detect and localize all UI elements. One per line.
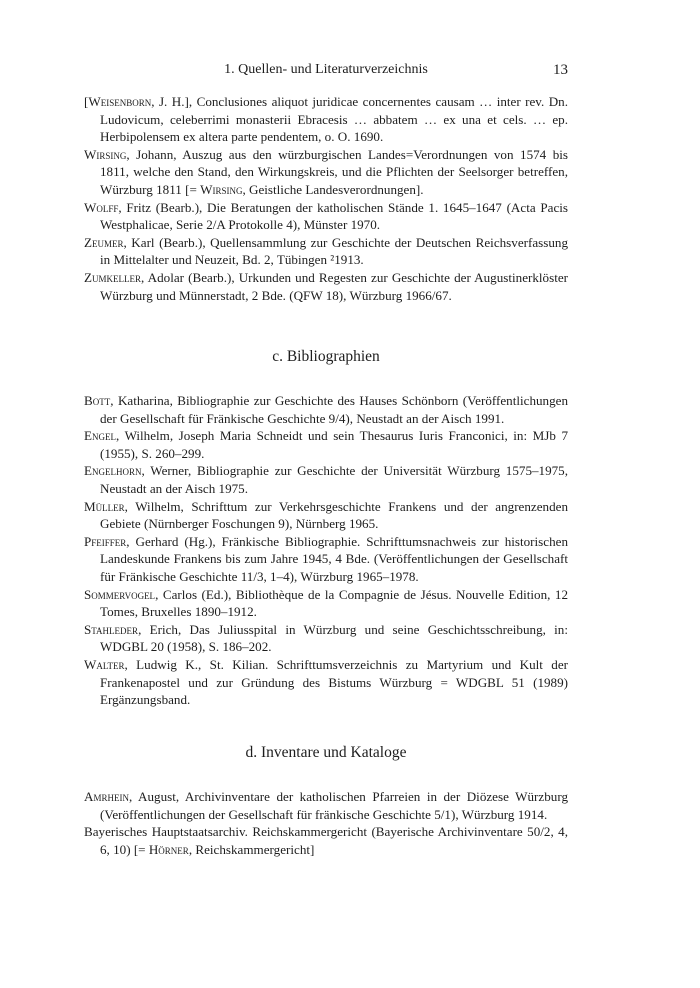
bib-entry bbox=[84, 392, 568, 427]
page-header bbox=[84, 62, 568, 82]
entry-text: , Adolar (Bearb.), Urkunden und Regesten zur Geschichte der Augustinerklöster Würzburg und Münnerstadt, 2 Bde. (QFW 18), Würzburg 1966/67. bbox=[100, 269, 568, 303]
section-b-list bbox=[84, 93, 568, 304]
entry-text-tail: , Geistliche Landesverordnungen]. bbox=[242, 181, 424, 197]
entry-text: , Fritz (Bearb.), Die Beratungen der katholischen Stände 1. 1645–1647 (Acta Pacis Westphalicae, Serie 2/A Protokolle 4), Münster 1970. bbox=[100, 199, 568, 233]
entry-text-tail: , Reichskammergericht] bbox=[188, 841, 315, 857]
entry-text: , Werner, Bibliographie zur Geschichte der Universität Würzburg 1575–1975, Neustadt an der Aisch 1975. bbox=[100, 463, 568, 496]
bib-entry bbox=[84, 269, 568, 304]
entry-author: [Weisenborn, J. H.] bbox=[84, 94, 189, 109]
entry-author: Bott bbox=[84, 393, 111, 408]
entry-author: Wolff bbox=[84, 199, 119, 215]
entry-author: Pfeiffer bbox=[84, 533, 127, 549]
running-head: 1. Quellen- und Literaturverzeichnis bbox=[224, 62, 428, 77]
bib-entry bbox=[84, 656, 568, 709]
entry-text: , Gerhard (Hg.), Fränkische Bibliographie. Schrifttumsnachweis zur historischen Landeskunde Frankens bis zum Jahre 1945, 4 Bde. (Veröffentlichungen der Gesellschaft für Fränkische Geschichte 11/3, 1–4), Würzburg 1965–1978. bbox=[100, 533, 568, 584]
bib-entry bbox=[84, 146, 568, 199]
bib-entry bbox=[84, 586, 568, 621]
entry-author: Stahleder bbox=[84, 621, 139, 637]
entry-author: Walter bbox=[84, 656, 125, 672]
bib-entry bbox=[84, 498, 568, 533]
bib-entry bbox=[84, 199, 568, 234]
bib-entry bbox=[84, 823, 568, 858]
bib-entry bbox=[84, 427, 568, 462]
entry-text: , Conclusiones aliquot juridicae concernentes causam … inter rev. Dn. Ludovicum, celeberrimi monasterii Ebracesis … abbatem … ex una et cels. … ep. Herbipolensem ex altera parte pendentem, o. O. 1690. bbox=[100, 94, 568, 145]
entry-author-ref: Hörner bbox=[148, 841, 189, 857]
entry-text: , Wilhelm, Joseph Maria Schneidt und sein Thesaurus Iuris Franconici, in: MJb 7 (1955), S. 260–299. bbox=[100, 428, 568, 461]
bib-entry bbox=[84, 788, 568, 823]
section-c-title: c. Bibliographien bbox=[272, 348, 380, 365]
entry-author: Zumkeller bbox=[84, 269, 141, 285]
bib-entry bbox=[84, 234, 568, 269]
section-d-list bbox=[84, 788, 568, 858]
section-c-list bbox=[84, 392, 568, 709]
entry-text: , Karl (Bearb.), Quellensammlung zur Geschichte der Deutschen Reichsverfassung in Mittelalter und Neuzeit, Bd. 2, Tübingen ²1913. bbox=[100, 234, 568, 268]
entry-author: Zeumer bbox=[84, 234, 124, 250]
entry-author: Müller bbox=[84, 498, 125, 514]
entry-author: Engelhorn bbox=[84, 463, 142, 479]
bib-entry bbox=[84, 462, 568, 497]
entry-text: , Ludwig K., St. Kilian. Schrifttumsverzeichnis zu Martyrium und Kult der Frankenapostel und zur Gründung des Bistums Würzburg = WDGBL 51 (1989) Ergänzungsband. bbox=[100, 656, 568, 708]
page-number: 13 bbox=[553, 62, 568, 78]
entry-text: , August, Archivinventare der katholischen Pfarreien in der Diözese Würzburg (Veröffentlichungen der Gesellschaft für fränkische Geschichte 5/1), Würzburg 1914. bbox=[100, 789, 568, 822]
entry-text: , Carlos (Ed.), Bibliothèque de la Compagnie de Jésus. Nouvelle Edition, 12 Tomes, Bruxelles 1890–1912. bbox=[100, 586, 568, 620]
entry-text: , Wilhelm, Schrifttum zur Verkehrsgeschichte Frankens und der angrenzenden Gebiete (Nürnberger Foschungen 9), Nürnberg 1965. bbox=[100, 498, 568, 532]
bib-entry bbox=[84, 621, 568, 656]
bib-entry bbox=[84, 93, 568, 146]
entry-author-ref: Wirsing bbox=[200, 181, 243, 197]
bib-entry bbox=[84, 533, 568, 586]
entry-author: Engel bbox=[84, 428, 116, 444]
section-d-title: d. Inventare und Kataloge bbox=[245, 744, 407, 761]
entry-text: , Johann, Auszug aus den würzburgischen Landes=Verordnungen von 1574 bis 1811, welche den Stand, den Wirkungskreis, und die Pflichten der Seelsorger betreffen, Würzburg 1811 [= bbox=[100, 146, 568, 197]
entry-author: Sommervogel bbox=[84, 586, 156, 602]
entry-text: Bayerisches Hauptstaatsarchiv. Reichskammergericht (Bayerische Archivinventare 50/2, 4, 6, 10) [= bbox=[84, 824, 568, 857]
entry-author: Wirsing bbox=[84, 146, 127, 162]
entry-text: , Erich, Das Juliusspital in Würzburg und seine Geschichtsschreibung, in: WDGBL 20 (1958), S. 186–202. bbox=[100, 621, 568, 655]
entry-author: Amrhein bbox=[84, 789, 129, 804]
entry-text: , Katharina, Bibliographie zur Geschichte des Hauses Schönborn (Veröffentlichungen der Gesellschaft für Fränkische Geschichte 9/4), Neustadt an der Aisch 1991. bbox=[100, 393, 568, 426]
